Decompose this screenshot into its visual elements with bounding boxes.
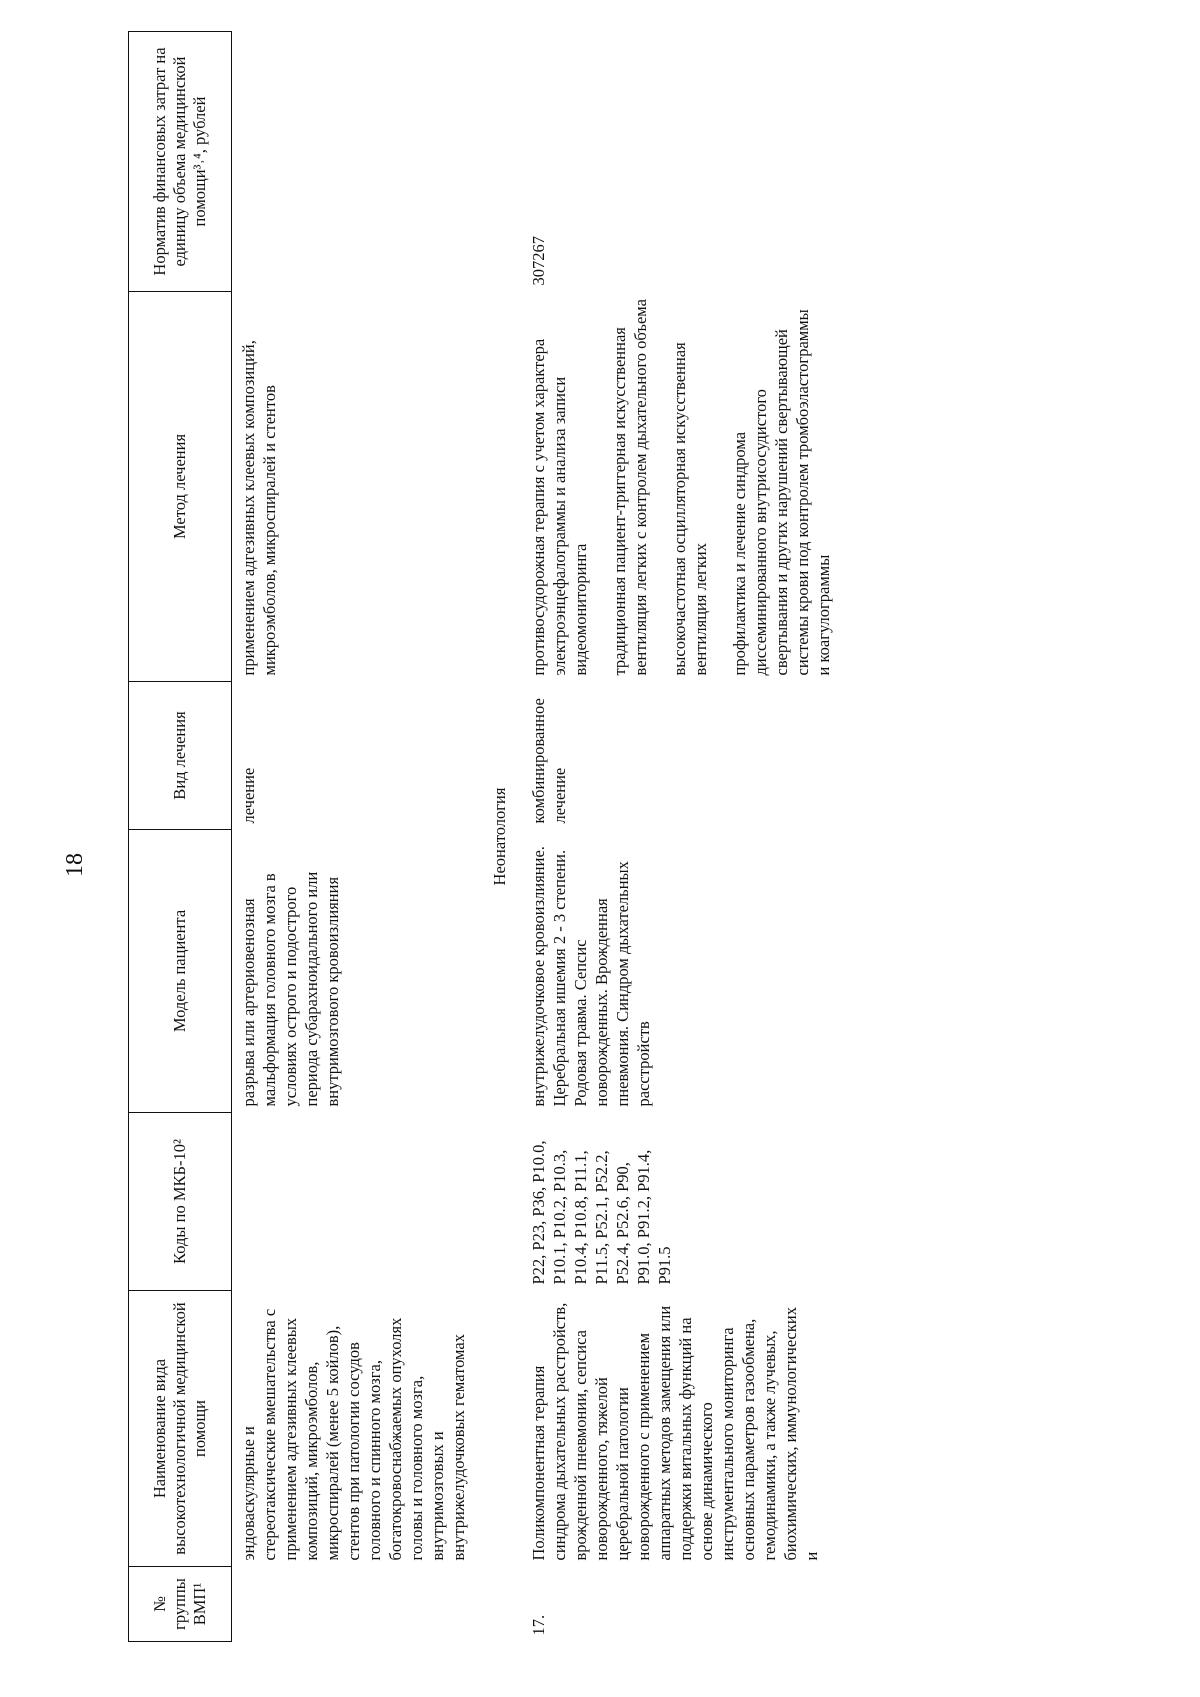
cell-codes <box>232 1113 476 1291</box>
table-header-row <box>129 32 232 1642</box>
cell-cost: 307267 <box>529 236 548 286</box>
cell-number <box>232 1567 476 1642</box>
header-group-number: № группы ВМП¹ <box>129 1567 232 1642</box>
table-row <box>232 32 476 1642</box>
cell-model: разрыва или артериовенозная мальформация головного мозга в условиях острого и подострого периода субарахноидального или внутримозгового кровоизлияния <box>239 871 342 1107</box>
cell-model: внутрижелудочковое кровоизлияние. Церебральная ишемия 2 - 3 степени. Родовая травма. Сепсис новорожденных. Врожденная пневмония. Синдром дыхательных расстройств <box>529 846 653 1107</box>
cell-name: эндоваскулярные и стереотаксические вмешательства с применением адгезивных клеевых композиций, микроэмболов, микроспиралей (менее 5 койлов), стентов при патологии сосудов головного и спинного мозга, богатокровоснабжаемых опухолях головы и головного мозга, внутримозговых и внутрижелудочковых гематомах <box>239 1308 468 1561</box>
header-name: Наименование вида высокотехнологичной медицинской помощи <box>129 1291 232 1567</box>
cell-methods <box>522 292 840 682</box>
header-patient-model: Модель пациента <box>129 830 232 1113</box>
vmp-table <box>128 31 840 1642</box>
header-treatment-type: Вид лечения <box>129 682 232 830</box>
method-item: противосудорожная терапия с учетом характера электроэнцефалограммы и анализа записи видеомониторинга <box>529 338 590 676</box>
cell-type: лечение <box>239 767 258 824</box>
header-treatment-method: Метод лечения <box>129 292 232 682</box>
cell-method: применением адгезивных клеевых композиций, микроэмболов, микроспиралей и стентов <box>239 340 279 676</box>
cell-cost <box>232 32 476 292</box>
header-icd-codes: Коды по МКБ-10² <box>129 1113 232 1291</box>
method-item: профилактика и лечение синдрома диссеминированного внутрисосудистого свертывания и других нарушений свертывающей системы крови под контролем тромбоэластограммы и коагулограммы <box>730 309 833 676</box>
section-row <box>475 32 522 1642</box>
section-title: Неонатология <box>490 787 509 886</box>
method-item: высокочастотная осцилляторная искусственная вентиляция легких <box>670 342 710 676</box>
cell-type: комбинированное лечение <box>529 698 569 824</box>
cell-codes: P22, P23, P36, P10.0, P10.1, P10.2, P10.3, P10.4, P10.8, P11.1, P11.5, P52.1, P52.2, P52.4, P52.6, P90, P91.0, P91.2, P91.4, P91.5 <box>529 1140 674 1285</box>
cell-number: 17. <box>529 1614 548 1636</box>
method-item: традиционная пациент-триггерная искусственная вентиляция легких с контролем дыхательного объема <box>610 299 650 676</box>
cell-name: Поликомпонентная терапия синдрома дыхательных расстройств, врожденной пневмонии, сепсиса новорожденного, тяжелой церебральной патологии новорожденного с применением аппаратных методов замещения или поддержки витальных функций на основе динамического инструментального мониторинга основных параметров газообмена, гемодинамики, а также лучевых, биохимических, иммунологических и <box>529 1302 821 1561</box>
page-number: 18 <box>62 853 88 877</box>
table-row <box>522 32 840 1642</box>
header-cost-norm: Норматив финансовых затрат на единицу объема медицинской помощи³˒⁴, рублей <box>129 32 232 292</box>
